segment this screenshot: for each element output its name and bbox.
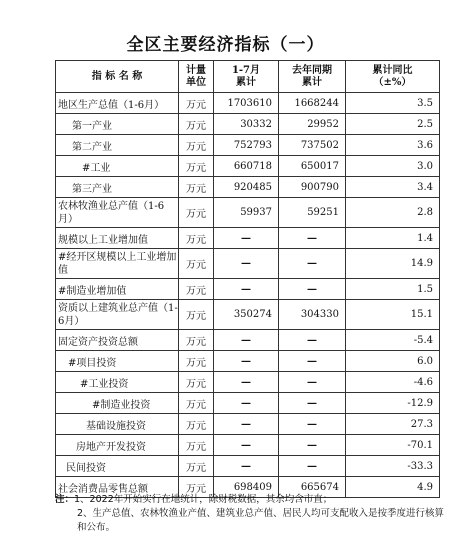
current-value: — — [214, 279, 279, 300]
current-value: 59937 — [214, 198, 279, 228]
growth-value: 3.0 — [346, 156, 440, 177]
unit-cell: 万元 — [179, 393, 214, 414]
last-year-value: — — [279, 330, 346, 351]
header-unit-line2: 单位 — [186, 76, 206, 88]
current-value: 752793 — [214, 135, 279, 156]
unit-cell: 万元 — [179, 198, 214, 228]
table-row — [56, 228, 440, 249]
unit-cell: 万元 — [179, 249, 214, 279]
header-last-year — [279, 61, 346, 93]
growth-value: 3.5 — [346, 93, 440, 114]
last-year-value: — — [279, 249, 346, 279]
indicator-name: 第二产业 — [56, 135, 179, 156]
indicator-name: 固定资产投资总额 — [56, 330, 179, 351]
header-growth-line2: （±%） — [373, 76, 412, 88]
unit-cell: 万元 — [179, 414, 214, 435]
unit-cell: 万元 — [179, 279, 214, 300]
header-unit-line1: 计量 — [186, 64, 206, 76]
unit-cell: 万元 — [179, 330, 214, 351]
indicator-name: 民间投资 — [56, 456, 179, 477]
table-row — [56, 351, 440, 372]
unit-cell: 万元 — [179, 135, 214, 156]
unit-cell: 万元 — [179, 456, 214, 477]
growth-value: 4.9 — [346, 477, 440, 498]
unit-cell: 万元 — [179, 435, 214, 456]
last-year-value: 900790 — [279, 177, 346, 198]
growth-value: 2.5 — [346, 114, 440, 135]
unit-cell: 万元 — [179, 477, 214, 498]
header-growth — [346, 61, 440, 93]
indicators-table — [55, 60, 440, 498]
indicator-name: #经开区规模以上工业增加值 — [56, 249, 179, 279]
current-value: — — [214, 393, 279, 414]
growth-value: 3.6 — [346, 135, 440, 156]
last-year-value: 59251 — [279, 198, 346, 228]
table-body — [56, 93, 440, 498]
indicator-name: #项目投资 — [56, 351, 179, 372]
table-row — [56, 300, 440, 330]
last-year-value: 29952 — [279, 114, 346, 135]
footnote-1 — [55, 493, 445, 507]
unit-cell: 万元 — [179, 351, 214, 372]
header-lastyear-line1: 去年同期 — [292, 64, 332, 76]
current-value: — — [214, 228, 279, 249]
last-year-value: 650017 — [279, 156, 346, 177]
last-year-value: 1668244 — [279, 93, 346, 114]
indicator-name: 社会消费品零售总额 — [56, 477, 179, 498]
growth-value: -5.4 — [346, 330, 440, 351]
header-current-line2: 累计 — [236, 76, 256, 88]
table-row — [56, 414, 440, 435]
growth-value: 27.3 — [346, 414, 440, 435]
indicator-name: #制造业增加值 — [56, 279, 179, 300]
last-year-value: — — [279, 279, 346, 300]
header-indicator-name-text: 指 标 名 称 — [91, 70, 143, 82]
growth-value: 1.5 — [346, 279, 440, 300]
table-header-row — [56, 61, 440, 93]
table-row — [56, 393, 440, 414]
footnotes — [55, 493, 445, 535]
indicator-name: #工业投资 — [56, 372, 179, 393]
indicator-name: #制造业投资 — [56, 393, 179, 414]
growth-value: 2.8 — [346, 198, 440, 228]
growth-value: 15.1 — [346, 300, 440, 330]
growth-value: 3.4 — [346, 177, 440, 198]
table-row — [56, 93, 440, 114]
unit-cell: 万元 — [179, 114, 214, 135]
last-year-value: — — [279, 228, 346, 249]
header-lastyear-line2: 累计 — [302, 76, 322, 88]
last-year-value: 304330 — [279, 300, 346, 330]
indicator-name: 第一产业 — [56, 114, 179, 135]
indicator-name: 农林牧渔业总产值（1-6月） — [56, 198, 179, 228]
growth-value: 1.4 — [346, 228, 440, 249]
current-value: — — [214, 414, 279, 435]
current-value: 30332 — [214, 114, 279, 135]
footnote-2 — [55, 507, 445, 535]
current-value: — — [214, 435, 279, 456]
growth-value: 6.0 — [346, 351, 440, 372]
indicator-name: 资质以上建筑业总产值（1-6月） — [56, 300, 179, 330]
last-year-value: — — [279, 414, 346, 435]
table-row — [56, 156, 440, 177]
table-row — [56, 456, 440, 477]
current-value: — — [214, 330, 279, 351]
current-value: 660718 — [214, 156, 279, 177]
unit-cell: 万元 — [179, 156, 214, 177]
last-year-value: 665674 — [279, 477, 346, 498]
table-row — [56, 330, 440, 351]
header-current-period — [214, 61, 279, 93]
current-value: — — [214, 249, 279, 279]
last-year-value: — — [279, 372, 346, 393]
current-value: 350274 — [214, 300, 279, 330]
page-title: 全区主要经济指标（一） — [126, 35, 325, 55]
unit-cell: 万元 — [179, 93, 214, 114]
table-row — [56, 279, 440, 300]
last-year-value: 737502 — [279, 135, 346, 156]
table-row — [56, 249, 440, 279]
unit-cell: 万元 — [179, 177, 214, 198]
footnote-2-text: 2、生产总值、农林牧渔业产值、建筑业总产值、居民人均可支配收入是按季度进行核算和公布。 — [77, 508, 445, 533]
growth-value: -33.3 — [346, 456, 440, 477]
footnote-label: 注： — [55, 494, 75, 505]
header-growth-line1: 累计同比 — [372, 64, 413, 76]
current-value: — — [214, 456, 279, 477]
header-current-line1: 1-7月 — [231, 64, 261, 76]
table-row — [56, 372, 440, 393]
unit-cell: 万元 — [179, 372, 214, 393]
indicator-name: 规模以上工业增加值 — [56, 228, 179, 249]
growth-value: 14.9 — [346, 249, 440, 279]
current-value: 1703610 — [214, 93, 279, 114]
table-row — [56, 135, 440, 156]
last-year-value: — — [279, 456, 346, 477]
table-row — [56, 114, 440, 135]
indicator-name: #工业 — [56, 156, 179, 177]
last-year-value: — — [279, 435, 346, 456]
table-row — [56, 177, 440, 198]
indicator-name: 房地产开发投资 — [56, 435, 179, 456]
header-unit — [179, 61, 214, 93]
current-value: 920485 — [214, 177, 279, 198]
current-value: — — [214, 372, 279, 393]
indicator-name: 第三产业 — [56, 177, 179, 198]
last-year-value: — — [279, 393, 346, 414]
indicator-name: 基础设施投资 — [56, 414, 179, 435]
current-value: 698409 — [214, 477, 279, 498]
growth-value: -70.1 — [346, 435, 440, 456]
growth-value: -4.6 — [346, 372, 440, 393]
footnote-1-text: 1、2022年开始实行在地统计，除财税数据，其余均含市直； — [74, 494, 333, 505]
table-row — [56, 435, 440, 456]
header-indicator-name — [56, 61, 179, 93]
growth-value: -12.9 — [346, 393, 440, 414]
indicator-name: 地区生产总值（1-6月） — [56, 93, 179, 114]
current-value: — — [214, 351, 279, 372]
table-row — [56, 198, 440, 228]
last-year-value: — — [279, 351, 346, 372]
unit-cell: 万元 — [179, 228, 214, 249]
unit-cell: 万元 — [179, 300, 214, 330]
